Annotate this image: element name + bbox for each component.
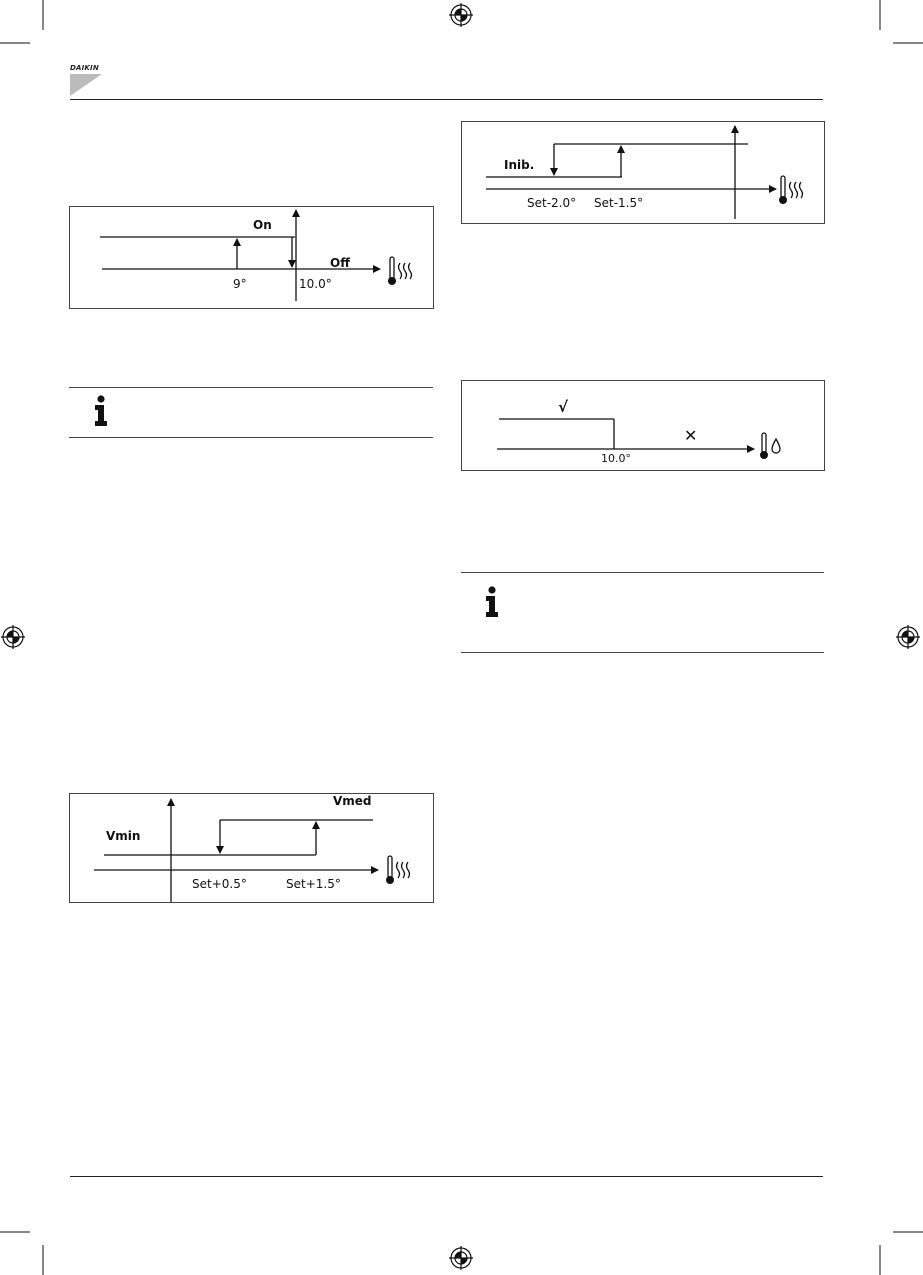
tick-set-minus-1-5: Set-1.5° [594, 196, 644, 210]
info-icon [482, 585, 512, 625]
tick-set-plus-1-5: Set+1.5° [286, 877, 341, 891]
label-vmin: Vmin [106, 829, 141, 843]
label-inhibit: Inib. [504, 158, 535, 172]
diagram-fan-speed [69, 793, 434, 903]
info-note-left [69, 387, 433, 438]
tick-9: 9° [233, 277, 247, 291]
brand-logo-text: DAIKIN [70, 64, 99, 72]
tick-set-minus-2: Set-2.0° [527, 196, 577, 210]
info-icon [91, 394, 121, 434]
registration-mark-bottom [449, 1246, 473, 1270]
tick-10: 10.0° [601, 452, 631, 465]
label-on: On [253, 218, 272, 232]
registration-mark-top [449, 3, 473, 27]
label-blocked: ✕ [684, 426, 698, 445]
tick-set-plus-0-5: Set+0.5° [192, 877, 247, 891]
label-vmed: Vmed [333, 794, 372, 808]
registration-mark-left [1, 625, 25, 649]
thermometer-drop-icon [760, 433, 780, 459]
diagram-on-off [69, 206, 434, 309]
daikin-logo [70, 74, 102, 96]
label-allowed: √ [558, 398, 569, 416]
tick-10: 10.0° [299, 277, 332, 291]
thermometer-heat-icon [386, 856, 410, 884]
label-off: Off [330, 256, 350, 270]
diagram-inhibit [461, 121, 825, 224]
registration-mark-right [896, 625, 920, 649]
thermometer-heat-icon [388, 257, 412, 285]
info-note-right [461, 572, 824, 653]
thermometer-heat-icon [779, 176, 803, 204]
diagram-dehumidification [461, 380, 825, 471]
